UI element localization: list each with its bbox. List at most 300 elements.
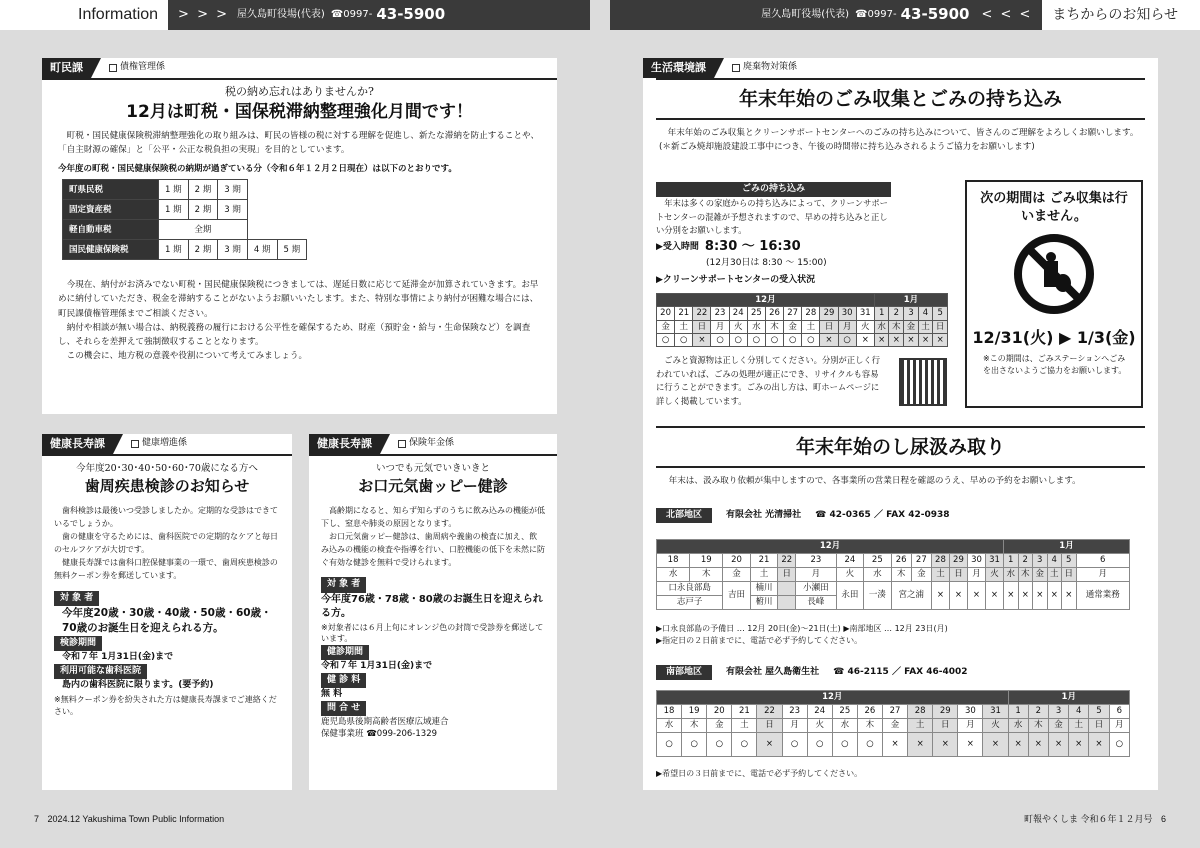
north-weekday-cell: 土 — [931, 568, 949, 582]
tax-section-bar — [42, 58, 557, 78]
garbage-day-cell: 28 — [802, 307, 820, 320]
dental-sub-label: 健康増進係 — [142, 438, 188, 449]
south-weekday-cell: 土 — [732, 719, 757, 733]
footer-left-text: 2024.12 Yakushima Town Public Information — [47, 814, 225, 824]
north-weekday-cell: 木 — [1018, 568, 1033, 582]
south-mark-cell: ○ — [707, 733, 732, 757]
tax-cell: 3 期 — [218, 240, 248, 260]
north-day-cell: 5 — [1062, 554, 1077, 568]
north-day-cell: 24 — [836, 554, 863, 568]
south-mark-cell: ○ — [807, 733, 832, 757]
garbage-day-cell: 31 — [856, 307, 874, 320]
south-mark-cell: × — [983, 733, 1008, 757]
south-day-cell: 31 — [983, 705, 1008, 719]
tax-sub-label: 債権管理係 — [120, 62, 166, 73]
south-day-cell: 26 — [857, 705, 882, 719]
oral-period-label: 健診期間 — [321, 645, 369, 660]
garbage-day-cell: 30 — [838, 307, 856, 320]
dental-p3: 健康長寿課では歯科口腔保健事業の一環で、歯周疾患検診の無料クーポン券を郵送しています。 — [54, 558, 278, 581]
dental-kicker: 今年度20･30･40･50･60･70歳になる方へ — [76, 463, 258, 474]
south-day-cell: 3 — [1048, 705, 1068, 719]
oral-fee-label: 健 診 料 — [321, 673, 366, 688]
south-day-cell: 28 — [908, 705, 933, 719]
north-day-cell: 2 — [1018, 554, 1033, 568]
south-day-cell: 29 — [933, 705, 958, 719]
doc-icon — [109, 64, 117, 72]
north-cell: × — [949, 582, 967, 610]
south-mark-cell: × — [1048, 733, 1068, 757]
table-row — [657, 540, 1130, 554]
north-day-cell: 1 — [1004, 554, 1019, 568]
tax-kicker: 税の納め忘れはありませんか? — [225, 85, 374, 98]
env-section-bar — [643, 58, 1158, 78]
header-phone-right: 43-5900 — [900, 5, 970, 24]
box-note: ※この期間は、ごみステーションへごみを出さないようご協力をお願いします。 — [983, 354, 1127, 376]
tax-lead: 今年度の町税・国民健康保険税の納期が過ぎている分（令和６年１２月２日現在）は以下のとおりです。 — [58, 163, 457, 174]
oral-target-note: ※対象者には６月上旬にオレンジ色の封筒で受診券を郵送しています。 — [321, 622, 544, 644]
garbage-day-cell: 22 — [693, 307, 711, 320]
north-day-cell: 26 — [891, 554, 911, 568]
garbage-mark-cell: ○ — [838, 333, 856, 346]
south-mark-cell: ○ — [782, 733, 807, 757]
garbage-mark-cell: × — [856, 333, 874, 346]
north-cell: × — [1062, 582, 1077, 610]
north-weekday-cell: 月 — [796, 568, 836, 582]
south-weekday-cell: 木 — [857, 719, 882, 733]
north-weekday-cell: 金 — [1033, 568, 1048, 582]
garbage-mark-cell: ○ — [784, 333, 802, 346]
oral-target-text: 今年度76歳・78歳・80歳のお誕生日を迎えられる方。 — [321, 593, 543, 619]
north-weekday-cell: 火 — [836, 568, 863, 582]
south-mark-cell: × — [908, 733, 933, 757]
south-mark-cell: ○ — [732, 733, 757, 757]
header-phone-prefix-left: ☎0997- — [330, 8, 373, 20]
south-mark-cell: ○ — [832, 733, 857, 757]
south-weekday-cell: 水 — [832, 719, 857, 733]
garbage-p1: 年末は多くの家庭からの持ち込みによって、クリーンサポートセンターの混雑が予想されますので、早めの持ち込みと正しい分別をお願いします。 — [656, 198, 888, 236]
footer-left-page: 7 — [34, 814, 40, 824]
dental-period-text: 令和７年 1月31日(金)まで — [62, 652, 174, 663]
south-mark-cell: ○ — [657, 733, 682, 757]
garbage-mark-cell: × — [820, 333, 838, 346]
env-sub-tag — [732, 61, 797, 74]
north-cell — [778, 582, 796, 596]
north-day-cell: 23 — [796, 554, 836, 568]
garbage-title: 年末年始のごみ収集とごみの持ち込み — [656, 80, 1145, 120]
north-cell: 通常業務 — [1076, 582, 1130, 610]
garbage-day-cell: 5 — [933, 307, 948, 320]
south-day-cell: 1 — [1008, 705, 1028, 719]
garbage-mark-cell: ○ — [657, 333, 675, 346]
garbage-day-cell: 4 — [918, 307, 933, 320]
garbage-mark-cell: ○ — [747, 333, 765, 346]
garbage-weekday-cell: 月 — [838, 320, 856, 333]
north-day-cell: 18 — [657, 554, 690, 568]
south-day-cell: 25 — [832, 705, 857, 719]
tax-row-name: 国民健康保険税 — [63, 240, 159, 260]
doc-icon — [732, 64, 740, 72]
south-day-cell: 30 — [958, 705, 983, 719]
oral-contact-1: 鹿児島県後期高齢者医療広域連合 — [321, 716, 449, 727]
table-row — [657, 568, 1130, 582]
south-mark-cell: × — [882, 733, 907, 757]
north-day-cell: 28 — [931, 554, 949, 568]
tax-cell: 3 期 — [218, 180, 248, 200]
south-weekday-cell: 火 — [983, 719, 1008, 733]
dental-target-text: 今年度20歳・30歳・40歳・50歳・60歳・70歳のお誕生日を迎えられる方。 — [62, 606, 272, 634]
table-row — [657, 691, 1130, 705]
garbage-mark-cell: ○ — [802, 333, 820, 346]
garbage-sub-head: ごみの持ち込み — [656, 182, 891, 197]
north-notes — [656, 623, 948, 646]
south-day-cell: 6 — [1109, 705, 1129, 719]
north-cell: × — [985, 582, 1003, 610]
oral-panel — [309, 434, 557, 790]
north-month-jan: 1月 — [1004, 540, 1130, 554]
oral-p2: お口元気歯ッピー健診は、歯周病や義歯の検査に加え、飲み込みの機能の検査や指導を行い、口腔機能の低下を未然に防ぐ有効な健診を無料で受けられます。 — [321, 531, 545, 568]
garbage-weekday-cell: 日 — [693, 320, 711, 333]
north-cell: 一湊 — [864, 582, 891, 610]
garbage-weekday-cell: 水 — [747, 320, 765, 333]
garbage-mark-cell: ○ — [675, 333, 693, 346]
north-day-cell: 3 — [1033, 554, 1048, 568]
north-weekday-cell: 月 — [1076, 568, 1130, 582]
dental-clinic-label: 利用可能な歯科医院 — [54, 664, 147, 679]
garbage-mark-cell: × — [874, 333, 889, 346]
north-cell — [778, 596, 796, 610]
north-tel: ☎ 42-0365 ／ FAX 42-0938 — [815, 509, 950, 520]
dental-p1: 歯科検診は最後いつ受診しましたか。定期的な受診はできているでしょうか。 — [54, 505, 278, 528]
header-left — [0, 0, 590, 30]
north-note-2: ▶指定日の２日前までに、電話で必ず予約してください。 — [656, 635, 863, 645]
north-weekday-cell: 金 — [911, 568, 931, 582]
tax-cell: 3 期 — [218, 200, 248, 220]
garbage-weekday-cell: 日 — [820, 320, 838, 333]
garbage-weekday-cell: 金 — [904, 320, 919, 333]
table-row — [63, 220, 307, 240]
north-cell: 宮之浦 — [891, 582, 931, 610]
box-period: 12/31(火) ▶ 1/3(金) — [972, 328, 1136, 348]
table-row — [657, 333, 948, 346]
header-phone-prefix-right: ☎0997- — [855, 8, 897, 20]
south-calendar — [656, 690, 1130, 757]
north-cell: 楠川 — [750, 582, 777, 596]
north-day-cell: 21 — [750, 554, 777, 568]
garbage-mark-cell: × — [918, 333, 933, 346]
footer-right — [1024, 813, 1166, 826]
table-row — [657, 719, 1130, 733]
tax-row-name: 固定資産税 — [63, 200, 159, 220]
south-month-jan: 1月 — [1008, 691, 1129, 705]
garbage-weekday-cell: 木 — [889, 320, 904, 333]
south-day-cell: 19 — [682, 705, 707, 719]
garbage-weekday-cell: 木 — [765, 320, 783, 333]
doc-icon — [131, 440, 139, 448]
north-day-cell: 25 — [864, 554, 891, 568]
tax-para-3: 納付や相談が無い場合は、納税義務の履行における公平性を確保するため、財産（預貯金・給与・生命保険など）を調査し、それらを差押えて強制徴収することとなります。 — [58, 322, 531, 347]
tax-row-name: 軽自動車税 — [63, 220, 159, 240]
table-row — [657, 554, 1130, 568]
garbage-day-cell: 20 — [657, 307, 675, 320]
tax-table — [62, 179, 307, 260]
garbage-weekday-cell: 火 — [729, 320, 747, 333]
garbage-mark-cell: × — [693, 333, 711, 346]
garbage-day-cell: 23 — [711, 307, 729, 320]
south-weekday-cell: 土 — [1069, 719, 1089, 733]
tax-sub-tag — [109, 61, 165, 74]
south-note: ▶希望日の３日前までに、電話で必ず予約してください。 — [656, 769, 863, 778]
north-weekday-cell: 土 — [1047, 568, 1062, 582]
box-title: 次の期間は ごみ収集は行いません。 — [980, 191, 1128, 224]
garbage-day-cell: 27 — [784, 307, 802, 320]
table-row — [657, 582, 1130, 596]
header-office-left: 屋久島町役場(代表) — [237, 8, 325, 20]
garbage-mark-cell: × — [904, 333, 919, 346]
environment-panel — [643, 58, 1158, 790]
south-weekday-cell: 月 — [958, 719, 983, 733]
garbage-day-cell: 2 — [889, 307, 904, 320]
garbage-day-cell: 26 — [765, 307, 783, 320]
header-arrows-left: > > > — [178, 6, 229, 22]
south-day-cell: 2 — [1028, 705, 1048, 719]
north-weekday-cell: 金 — [723, 568, 750, 582]
table-row — [657, 307, 948, 320]
garbage-weekday-cell: 金 — [784, 320, 802, 333]
table-row — [63, 200, 307, 220]
tax-cell: 2 期 — [188, 200, 218, 220]
north-company: 有限会社 光清掃社 — [726, 509, 802, 520]
footer-right-text: 町報やくしま 令和６年１２月号 — [1023, 814, 1153, 824]
dental-clinic-text: 島内の歯科医院に限ります。(要予約) — [62, 680, 214, 691]
hours-note: (12月30日は 8:30 〜 15:00) — [706, 257, 827, 268]
south-day-cell: 21 — [732, 705, 757, 719]
north-cell: 吉田 — [723, 582, 750, 610]
garbage-day-cell: 29 — [820, 307, 838, 320]
garbage-weekday-cell: 土 — [675, 320, 693, 333]
header-phone-left: 43-5900 — [376, 5, 446, 24]
south-weekday-cell: 金 — [1048, 719, 1068, 733]
north-weekday-cell: 水 — [864, 568, 891, 582]
oral-contact-label: 問 合 せ — [321, 701, 366, 716]
south-weekday-cell: 火 — [807, 719, 832, 733]
garbage-weekday-cell: 月 — [711, 320, 729, 333]
oral-p1: 高齢期になると、知らず知らずのうちに飲み込みの機能が低下し、窒息や肺炎の原因となります。 — [321, 505, 545, 528]
header-right — [610, 0, 1200, 30]
north-label: 北部地区 — [656, 508, 712, 523]
south-weekday-cell: 土 — [908, 719, 933, 733]
tax-cell: 1 期 — [159, 180, 189, 200]
oral-dept-tag: 健康長寿課 — [309, 434, 380, 454]
south-weekday-cell: 日 — [933, 719, 958, 733]
tax-cell: 2 期 — [188, 240, 218, 260]
garbage-day-cell: 24 — [729, 307, 747, 320]
north-cell: × — [1018, 582, 1033, 610]
garbage-weekday-cell: 土 — [802, 320, 820, 333]
garbage-weekday-cell: 火 — [856, 320, 874, 333]
north-cell: × — [967, 582, 985, 610]
table-row — [657, 705, 1130, 719]
footer-left — [34, 813, 224, 826]
south-mark-cell: ○ — [682, 733, 707, 757]
north-day-cell: 19 — [690, 554, 723, 568]
table-row — [657, 294, 948, 307]
south-day-cell: 22 — [757, 705, 782, 719]
south-mark-cell: ○ — [857, 733, 882, 757]
sewage-intro: 年末は、汲み取り依頼が集中しますので、各事業所の営業日程を確認のうえ、早めの予約をお願いします。 — [668, 475, 1081, 486]
north-day-cell: 29 — [949, 554, 967, 568]
garbage-day-cell: 1 — [874, 307, 889, 320]
tax-para-4: この機会に、地方税の意義や役割について考えてみましょう。 — [66, 351, 308, 362]
north-day-cell: 30 — [967, 554, 985, 568]
sewage-section — [656, 426, 1145, 523]
table-row — [63, 180, 307, 200]
table-row — [657, 320, 948, 333]
garbage-weekday-cell: 日 — [933, 320, 948, 333]
north-day-cell: 4 — [1047, 554, 1062, 568]
env-dept-tag: 生活環境課 — [643, 58, 714, 78]
oral-section-bar — [309, 434, 557, 454]
south-day-cell: 18 — [657, 705, 682, 719]
south-mark-cell: × — [958, 733, 983, 757]
tax-para-2: 今現在、納付がお済みでない町税・国民健康保険税につきましては、遅延日数に応じて延滞金が加算されていきます。お早めに納付していただき、税金を滞納することがないようお願いいたします。また、特別な事情により納付が困難な場合には、町民課債権管理係までご相談ください。 — [58, 280, 539, 319]
tax-cell: 5 期 — [277, 240, 307, 260]
tax-cell: 4 期 — [247, 240, 277, 260]
north-calendar — [656, 539, 1130, 610]
south-weekday-cell: 金 — [882, 719, 907, 733]
garbage-weekday-cell: 土 — [918, 320, 933, 333]
south-tel: ☎ 46-2115 ／ FAX 46-4002 — [833, 667, 968, 677]
doc-icon — [398, 440, 406, 448]
north-day-cell: 22 — [778, 554, 796, 568]
header-title-left: Information — [0, 0, 168, 30]
garbage-left-col — [656, 182, 891, 287]
garbage-mark-cell: ○ — [729, 333, 747, 346]
dental-note: ※無料クーポン券を紛失された方は健康長寿課までご連絡ください。 — [54, 695, 277, 716]
north-cell: × — [931, 582, 949, 610]
north-day-cell: 27 — [911, 554, 931, 568]
north-weekday-cell: 水 — [1004, 568, 1019, 582]
header-arrows-right: < < < — [981, 6, 1033, 22]
south-day-cell: 23 — [782, 705, 807, 719]
north-cell: 長峰 — [796, 596, 836, 610]
north-weekday-cell: 土 — [750, 568, 777, 582]
north-weekday-cell: 木 — [690, 568, 723, 582]
tax-cell: 1 期 — [159, 200, 189, 220]
south-day-cell: 20 — [707, 705, 732, 719]
oral-period-text: 令和７年 1月31日(金)まで — [321, 660, 433, 671]
north-cell: 永田 — [836, 582, 863, 610]
no-garbage-icon — [1011, 231, 1097, 317]
south-weekday-cell: 水 — [657, 719, 682, 733]
north-day-cell: 20 — [723, 554, 750, 568]
oral-kicker: いつでも元気でいきいきと — [375, 463, 490, 474]
north-day-cell: 31 — [985, 554, 1003, 568]
south-label: 南部地区 — [656, 665, 712, 680]
tax-cell: 1 期 — [159, 240, 189, 260]
garbage-day-cell: 3 — [904, 307, 919, 320]
garbage-weekday-cell: 水 — [874, 320, 889, 333]
tax-cell: 2 期 — [188, 180, 218, 200]
dental-dept-tag: 健康長寿課 — [42, 434, 113, 454]
dental-section-bar — [42, 434, 292, 454]
tax-cell: 全期 — [159, 220, 248, 240]
south-weekday-cell: 月 — [782, 719, 807, 733]
north-weekday-cell: 木 — [891, 568, 911, 582]
garbage-weekday-cell: 金 — [657, 320, 675, 333]
cal-month-dec: 12月 — [657, 294, 875, 307]
south-mark-cell: × — [933, 733, 958, 757]
south-mark-cell: × — [1089, 733, 1109, 757]
south-weekday-cell: 水 — [1008, 719, 1028, 733]
north-weekday-cell: 水 — [657, 568, 690, 582]
garbage-intro: 年末年始のごみ収集とクリーンサポートセンターへのごみの持ち込みについて、皆さんのご理解をよろしくお願いします。(＊新ごみ焼却施設建設工事中につき、午後の時間帯に持ち込みされるようご協力をお願いします) — [659, 127, 1139, 152]
south-weekday-cell: 日 — [757, 719, 782, 733]
dental-sub-tag — [131, 437, 187, 450]
qr-code — [901, 360, 945, 404]
oral-title: お口元気歯ッピー健診 — [358, 476, 508, 495]
garbage-p2: ごみと資源物は正しく分別してください。分別が正しく行われていれば、ごみの処理が適正にでき、リサイクルも容易に行うことができます。ごみの出し方は、町ホームページに詳しく掲載しています。 — [656, 355, 881, 407]
dental-target-label: 対 象 者 — [54, 591, 99, 606]
south-weekday-cell: 日 — [1089, 719, 1109, 733]
north-cell: × — [1033, 582, 1048, 610]
oral-contact-2: 保健事業班 ☎099-206-1329 — [321, 729, 438, 740]
north-cell: 志戸子 — [657, 596, 723, 610]
dental-panel — [42, 434, 292, 790]
north-weekday-cell: 日 — [1062, 568, 1077, 582]
oral-target-label: 対 象 者 — [321, 577, 366, 592]
north-weekday-cell: 日 — [778, 568, 796, 582]
tax-title: 12月は町税・国保税滞納整理強化月間です！ — [126, 101, 473, 122]
oral-sub-tag — [398, 437, 454, 450]
tax-intro: 町税・国民健康保険税滞納整理強化の取り組みは、町民の皆様の税に対する理解を促進し、新たな滞納を防止することや、「自主財源の確保」と「公平・公正な税負担の実現」を目的としています。 — [58, 130, 540, 155]
south-day-cell: 27 — [882, 705, 907, 719]
south-weekday-cell: 木 — [682, 719, 707, 733]
garbage-mark-cell: × — [889, 333, 904, 346]
oral-fee-text: 無 料 — [321, 688, 343, 699]
south-mark-cell: × — [757, 733, 782, 757]
hours-label: ▶受入時間 — [656, 242, 699, 252]
north-month-dec: 12月 — [657, 540, 1004, 554]
garbage-day-cell: 21 — [675, 307, 693, 320]
south-day-cell: 24 — [807, 705, 832, 719]
sewage-title: 年末年始のし尿汲み取り — [656, 428, 1145, 468]
dental-title: 歯周疾患検診のお知らせ — [84, 476, 250, 495]
north-weekday-cell: 月 — [967, 568, 985, 582]
south-mark-cell: × — [1069, 733, 1089, 757]
south-weekday-cell: 月 — [1109, 719, 1129, 733]
hours-value: 8:30 〜 16:30 — [704, 239, 801, 255]
garbage-day-cell: 25 — [747, 307, 765, 320]
north-day-cell: 6 — [1076, 554, 1130, 568]
tax-row-name: 町県民税 — [63, 180, 159, 200]
no-collection-box — [965, 180, 1143, 408]
tax-panel — [42, 58, 557, 414]
north-cell: 口永良部島 — [657, 582, 723, 596]
south-mark-cell: × — [1028, 733, 1048, 757]
south-day-cell: 4 — [1069, 705, 1089, 719]
status-label: ▶クリーンサポートセンターの受入状況 — [656, 275, 816, 285]
south-header — [656, 665, 968, 680]
north-weekday-cell: 火 — [985, 568, 1003, 582]
north-cell: × — [1004, 582, 1019, 610]
garbage-mark-cell: ○ — [711, 333, 729, 346]
env-sub-label: 廃棄物対策係 — [743, 62, 798, 73]
garbage-mark-cell: × — [933, 333, 948, 346]
header-office-right: 屋久島町役場(代表) — [761, 8, 850, 20]
tax-dept-tag: 町民課 — [42, 58, 91, 78]
south-day-cell: 5 — [1089, 705, 1109, 719]
header-title-right: まちからのお知らせ — [1042, 0, 1200, 30]
